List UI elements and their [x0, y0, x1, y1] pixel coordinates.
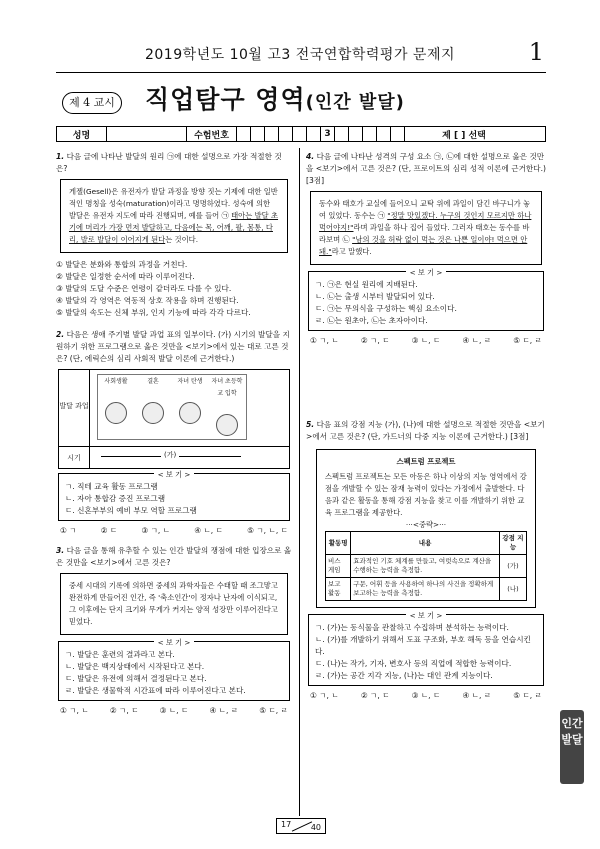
- stage-item: [99, 376, 133, 424]
- answer-choice[interactable]: ③ ㄴ, ㄷ: [159, 706, 189, 715]
- question-stem: 다음 글을 통해 유추할 수 있는 인간 발달의 쟁점에 대한 입장으로 옳은 것만을 <보기>에서 고른 것은?: [56, 546, 292, 567]
- table-row: [326, 578, 527, 601]
- bogi-item: ㄷ. ㉠는 무의식을 구성하는 핵심 요소이다.: [315, 304, 457, 313]
- stage-label: 사회생활: [104, 378, 128, 385]
- answer-choices: [306, 690, 546, 702]
- footer-slash: [292, 821, 312, 831]
- answer-option[interactable]: ③ 발달의 도달 수준은 연령이 같더라도 다를 수 있다.: [56, 284, 232, 293]
- exam-no-digit[interactable]: [293, 127, 307, 141]
- exam-no-digit[interactable]: [237, 127, 251, 141]
- question-passage: [310, 191, 542, 265]
- answer-choice[interactable]: ⑤ ㄷ, ㄹ: [259, 706, 288, 715]
- question-5: [306, 419, 546, 702]
- exam-no-digit[interactable]: [363, 127, 377, 141]
- table-header: 내용: [351, 532, 500, 555]
- answer-choice[interactable]: ④ ㄴ, ㄹ: [462, 336, 492, 345]
- answer-option[interactable]: ① 발달은 분화와 통합의 과정을 거친다.: [56, 260, 188, 269]
- bogi-item: ㄱ. 발달은 훈련의 결과라고 본다.: [65, 650, 175, 659]
- page-number: 1: [528, 38, 544, 66]
- table-cell: 효과적인 기호 체계를 만들고, 여럿속으로 계산을 수행하는 능력을 측정함.: [351, 555, 500, 578]
- answer-option[interactable]: ④ 발달의 각 영역은 역동적 상호 작용을 하며 진행된다.: [56, 296, 239, 305]
- development-task-table: [58, 369, 290, 469]
- answer-choices: [56, 525, 292, 537]
- people-icon: [105, 402, 127, 424]
- table-row: [326, 555, 527, 578]
- answer-choice[interactable]: ⑤ ㄷ, ㄹ: [513, 336, 542, 345]
- stroller-icon: [179, 402, 201, 424]
- answer-choice[interactable]: ④ ㄴ, ㄷ: [194, 526, 223, 535]
- subject-side-tab: 인간 발달: [560, 710, 584, 784]
- question-2: [56, 329, 292, 537]
- bogi-item: ㄴ. ㉡는 출생 시부터 발달되어 있다.: [315, 292, 435, 301]
- passage-text: 스펙트럼 프로젝트는 모든 아동은 하나 이상의 지능 영역에서 강점을 개발할 수 있는 잠재 능력이 있다는 가정에서 출발한다. 다음과 같은 활동을 통해 강점 지능을 찾고 이를 개발하기 위한 교육 프로그램을 제공한다.: [325, 472, 527, 517]
- passage-text: 동수와 태호가 교실에 들어오니 교탁 위에 과일이 담긴 바구니가 놓여 있었다. 동수는 ㉠: [319, 199, 531, 220]
- passage-underline: "남의 것을 허락 없이 먹는 것은 나쁜 일이야! 먹으면 안 돼.": [319, 235, 528, 256]
- page-footer: [276, 818, 326, 834]
- exam-no-digit[interactable]: [265, 127, 279, 141]
- bogi-item: ㄹ. (가)는 공간 지각 지능, (나)는 대인 관계 지능이다.: [315, 671, 493, 680]
- name-field[interactable]: [107, 127, 187, 141]
- question-number: 4.: [306, 152, 315, 161]
- answer-choice[interactable]: ② ㄱ, ㄷ: [360, 336, 390, 345]
- answer-choice[interactable]: ③ ㄴ, ㄷ: [411, 691, 441, 700]
- school-icon: [216, 414, 238, 436]
- bogi-item: ㄹ. ㉡는 원초아, ㉡는 초자아이다.: [315, 316, 428, 325]
- bogi-title: < 보 기 >: [406, 610, 446, 622]
- table-cell: 비스 게임: [326, 555, 351, 578]
- couple-icon: [142, 402, 164, 424]
- passage-omission: ···<중략>···: [405, 520, 447, 529]
- question-1: [56, 151, 292, 319]
- bogi-item: ㄱ. 직테 교육 활동 프로그램: [65, 482, 158, 491]
- table-divider: [89, 370, 90, 468]
- exam-no-dash-digit: 3: [321, 127, 335, 141]
- exam-no-digit[interactable]: [251, 127, 265, 141]
- passage-underline: "정말 맛있겠다. 누구의 것인지 모르지만 하나 먹어야지!": [319, 211, 532, 232]
- right-column: [306, 151, 546, 710]
- table-row-label: 시기: [67, 454, 81, 462]
- question-number: 3.: [56, 546, 65, 555]
- answer-choice[interactable]: ④ ㄴ, ㄹ: [462, 691, 492, 700]
- passage-text: 게젤(Gesell)은 유전자가 발달 과정을 방향 짓는 기제에 대한 일반적인 명칭을 성숙(maturation)이라고 명명하였다. 성숙에 의한 발달은 유전자 지도에 따라 진행되며, 예를 들어 ㉠: [69, 187, 278, 220]
- table-header: 활동명: [326, 532, 351, 555]
- bogi-box: [308, 268, 544, 331]
- answer-options: [56, 259, 292, 319]
- answer-choice[interactable]: ② ㄷ: [100, 526, 118, 535]
- bogi-box: [308, 611, 544, 686]
- info-row: [56, 126, 546, 142]
- footer-total: 40: [310, 823, 321, 832]
- question-number: 5.: [306, 420, 315, 429]
- answer-choices: [306, 335, 546, 347]
- bogi-item: ㄷ. 신혼부부의 예비 부모 역할 프로그램: [65, 506, 197, 515]
- stage-label: 결혼: [147, 378, 159, 385]
- question-4: [306, 151, 546, 347]
- exam-title-subtitle: (인간 발달): [305, 92, 405, 113]
- bogi-title: < 보 기 >: [154, 637, 194, 649]
- column-divider: [299, 148, 300, 816]
- table-header: 강점 지능: [499, 532, 526, 555]
- question-3: [56, 545, 292, 717]
- exam-title-main: 직업탐구 영역: [145, 85, 306, 114]
- question-stem: 다음 글에 나타난 발달의 원리 ㉠에 대한 설명으로 가장 적절한 것은?: [56, 152, 282, 173]
- bogi-item: ㄴ. 발달은 백지상태에서 시작된다고 본다.: [65, 662, 205, 671]
- left-column: [56, 151, 292, 725]
- answer-choice[interactable]: ① ㄱ: [60, 526, 77, 535]
- exam-no-digit[interactable]: [391, 127, 405, 141]
- bogi-item: ㄹ. 발달은 생물학적 시간표에 따라 이루어진다고 본다.: [65, 686, 246, 695]
- table-cell: (가): [499, 555, 526, 578]
- exam-no-digit[interactable]: [335, 127, 349, 141]
- exam-no-label: 수험번호: [187, 127, 237, 141]
- answer-choice[interactable]: ④ ㄴ, ㄹ: [209, 706, 239, 715]
- table-cell: 구문, 어휘 등을 사용하여 하나의 사건을 정확하게 보고하는 능력을 측정함.: [351, 578, 500, 601]
- question-stem: 다음 표의 강점 지능 (가), (나)에 대한 설명으로 적절한 것만을 <보기>에서 고른 것은? (단, 가드너의 다중 지능 이론에 근거한다.) [3점]: [306, 420, 545, 441]
- question-stem: 다음은 생애 주기별 발달 과업 표의 일부이다. (가) 시기의 발달을 지원하기 위한 프로그램으로 옳은 것만을 <보기>에서 있는 대로 고른 것은? (단, 에릭슨의 심리 사회적 발달 이론에 근거한다.): [56, 330, 290, 363]
- question-number: 1.: [56, 152, 65, 161]
- bogi-box: [58, 470, 290, 521]
- bogi-item: ㄷ. (나)는 작가, 기자, 변호사 등의 직업에 적합한 능력이다.: [315, 659, 512, 668]
- answer-choice[interactable]: ① ㄱ, ㄴ: [310, 336, 339, 345]
- exam-no-digit[interactable]: [349, 127, 363, 141]
- exam-title: [145, 80, 405, 116]
- stage-item: [210, 376, 244, 436]
- table-divider: [59, 446, 289, 447]
- answer-choice[interactable]: ① ㄱ, ㄴ: [310, 691, 339, 700]
- bogi-item: ㄷ. 발달은 유전에 의해서 결정된다고 본다.: [65, 674, 207, 683]
- answer-choice[interactable]: ③ ㄱ, ㄴ: [141, 526, 171, 535]
- answer-choice[interactable]: ⑤ ㄱ, ㄴ, ㄷ: [247, 526, 288, 535]
- period-badge: 제 4 교시: [62, 92, 122, 114]
- passage-text: 라며 과일을 하나 집어 들었다. 그러자 태호는 동수를 바라보며 ㉡: [319, 223, 530, 244]
- footer-page: 17: [281, 820, 292, 829]
- period-label: (가): [161, 449, 179, 461]
- intelligence-table: [325, 531, 527, 601]
- stage-label: 자녀 탄생: [177, 378, 203, 385]
- answer-choice[interactable]: ① ㄱ, ㄴ: [60, 706, 89, 715]
- question-stem: 다음 글에 나타난 성격의 구성 요소 ㉠, ㉡에 대한 설명으로 옳은 것만을 <보기>에서 고른 것은? (단, 프로이트의 심리 성적 이론에 근거한다.) [3점]: [306, 152, 546, 185]
- exam-no-digit[interactable]: [279, 127, 293, 141]
- answer-choice[interactable]: ⑤ ㄷ, ㄹ: [513, 691, 542, 700]
- stage-item: [136, 376, 170, 424]
- answer-choice[interactable]: ② ㄱ, ㄷ: [109, 706, 139, 715]
- answer-choices: [56, 705, 292, 717]
- bogi-title: < 보 기 >: [154, 469, 194, 481]
- name-label: 성명: [57, 127, 107, 141]
- bogi-item: ㄴ. (가)를 개발하기 위해서 도표 구조화, 부호 해독 등을 연습시킨다.: [315, 635, 531, 656]
- stage-label: 자녀 초등학교 입학: [211, 378, 243, 397]
- bogi-item: ㄴ. 자아 통합감 증진 프로그램: [65, 494, 166, 503]
- answer-option[interactable]: ② 발달은 일정한 순서에 따라 이루어진다.: [56, 272, 195, 281]
- question-passage: [60, 179, 288, 253]
- exam-no-digit[interactable]: [377, 127, 391, 141]
- passage-title: 스펙트럼 프로젝트: [396, 457, 456, 466]
- stage-item: [173, 376, 207, 424]
- answer-choice[interactable]: ② ㄱ, ㄷ: [360, 691, 390, 700]
- passage-underline: 태아는 발달 초기에 머리가 가장 먼저 발달하고, 다음에는 목, 어깨, 팔, 몸통, 다리, 발로 발달이 이어지게 된다: [69, 211, 279, 244]
- bogi-box: [58, 638, 290, 701]
- bogi-item: ㄱ. ㉠은 현실 원리에 지배된다.: [315, 280, 418, 289]
- subject-select[interactable]: 제 [ ] 선택: [442, 130, 486, 141]
- passage-text: 라고 말했다.: [331, 247, 372, 256]
- bogi-title: < 보 기 >: [406, 267, 446, 279]
- header-rule: [56, 72, 546, 73]
- passage-text: 는 것이다.: [165, 235, 199, 244]
- answer-choice[interactable]: ③ ㄴ, ㄷ: [411, 336, 441, 345]
- bogi-item: ㄱ. (가)는 동식물을 관찰하고 수집하며 분석하는 능력이다.: [315, 623, 509, 632]
- answer-option[interactable]: ⑤ 발달의 속도는 신체 부위, 인지 기능에 따라 각각 다르다.: [56, 308, 251, 317]
- question-passage: 중세 시대의 기록에 의하면 중세의 과학자들은 수태할 때 조그맣고 완전하게 만들어진 인간, 즉 '축소인간'이 정자나 난자에 이식되고, 그 이후에는 단지 크기와 무게가 커지는 양적 성장만 이루어진다고 믿었다.: [60, 573, 288, 635]
- table-row-label: 발달 과업: [59, 402, 89, 410]
- page-header-title: 2019학년도 10월 고3 전국연합학력평가 문제지: [144, 47, 456, 63]
- table-cell: (나): [499, 578, 526, 601]
- question-passage: [316, 449, 536, 608]
- table-cell: 보고 활동: [326, 578, 351, 601]
- exam-no-digit[interactable]: [307, 127, 321, 141]
- question-number: 2.: [56, 330, 65, 339]
